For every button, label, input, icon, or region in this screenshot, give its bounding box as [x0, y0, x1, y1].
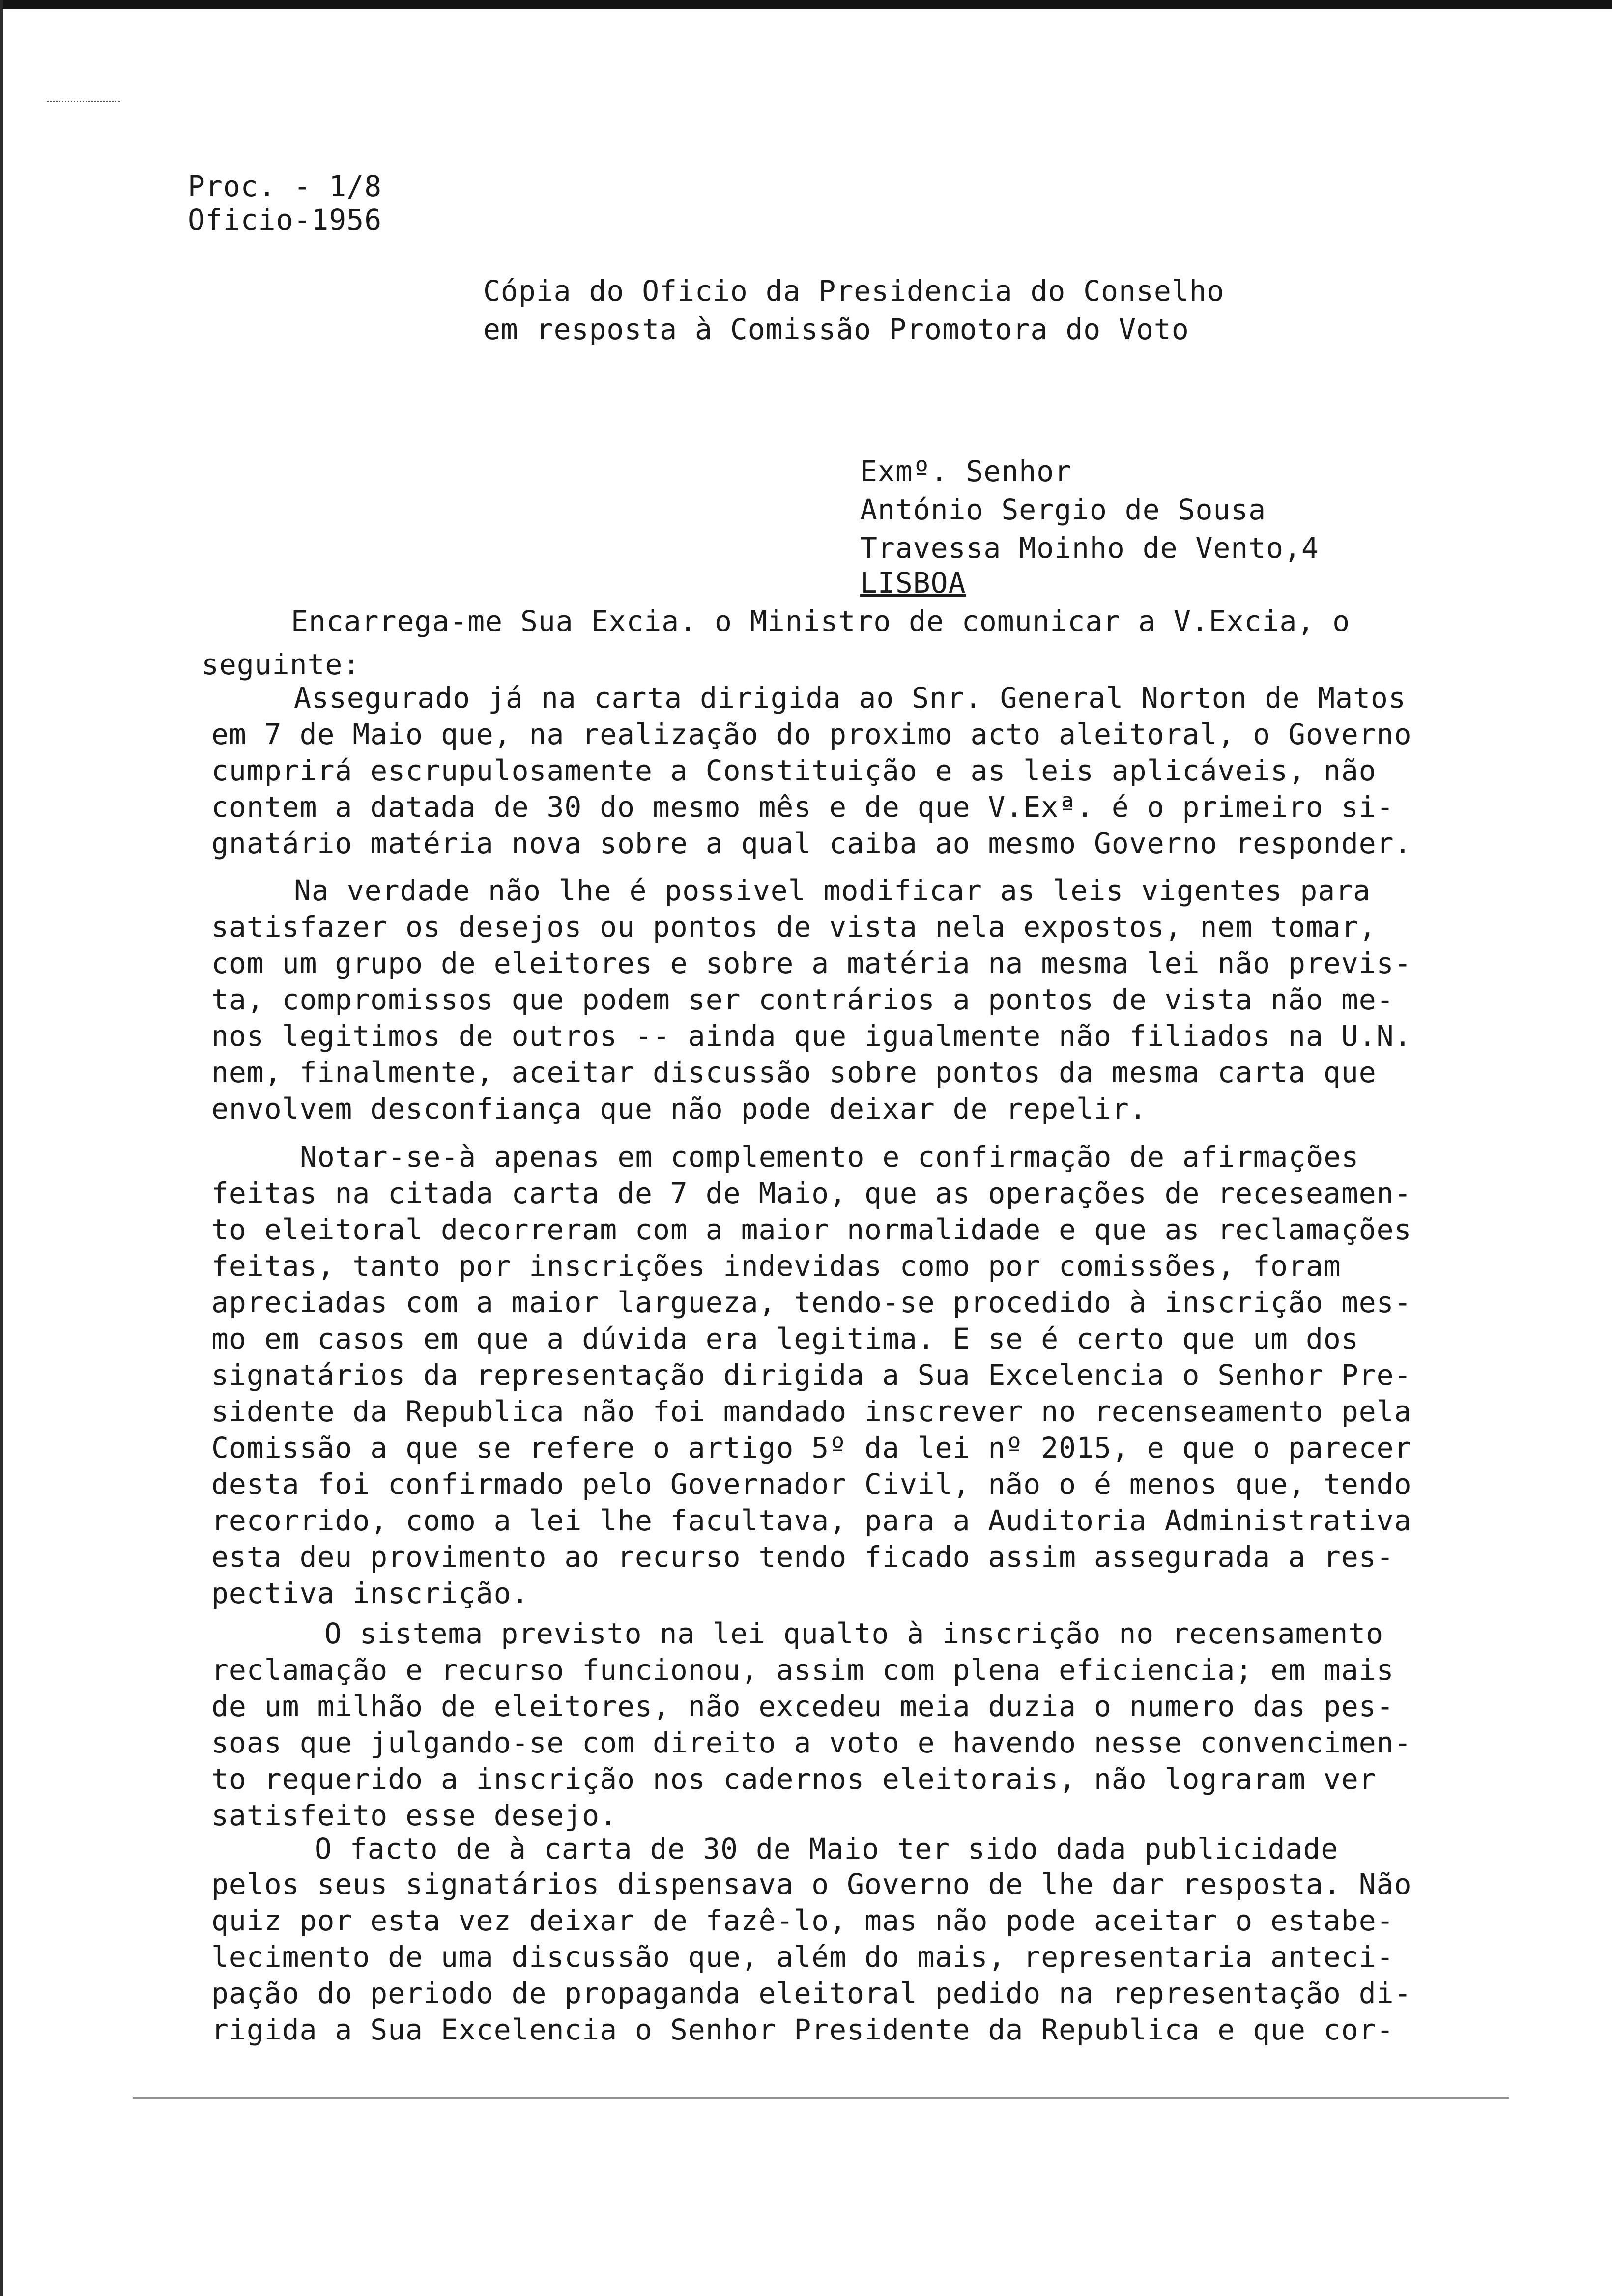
body-line: lecimento de uma discussão que, além do mais, representaria anteci-	[211, 1940, 1394, 1974]
body-line: com um grupo de eleitores e sobre a matéria na mesma lei não previs-	[211, 947, 1412, 980]
body-line: desta foi confirmado pelo Governador Civil, não o é menos que, tendo	[211, 1467, 1412, 1501]
addressee-line-1: Exmº. Senhor	[860, 455, 1072, 488]
body-line: to requerido a inscrição nos cadernos eleitorais, não lograram ver	[211, 1762, 1377, 1796]
body-line: signatários da representação dirigida a Sua Excelencia o Senhor Pre-	[211, 1358, 1412, 1392]
body-line: O facto de à carta de 30 de Maio ter sido dada publicidade	[315, 1832, 1339, 1866]
body-line: satisfeito esse desejo.	[211, 1799, 618, 1832]
subject-line-1: Cópia do Oficio da Presidencia do Conselho	[483, 274, 1225, 308]
scan-top-edge	[0, 0, 1612, 9]
subject-line-2: em resposta à Comissão Promotora do Voto	[483, 313, 1189, 346]
body-line: nos legitimos de outros -- ainda que igualmente não filiados na U.N.	[211, 1019, 1412, 1053]
body-line: cumprirá escrupulosamente a Constituição e as leis aplicáveis, não	[211, 754, 1377, 787]
scan-mark	[47, 101, 120, 107]
body-line: sidente da Republica não foi mandado inscrever no recenseamento pela	[211, 1395, 1412, 1428]
body-line: ta, compromissos que podem ser contrários a pontos de vista não me-	[211, 983, 1394, 1016]
body-line: pação do periodo de propaganda eleitoral pedido na representação di-	[211, 1977, 1412, 2010]
addressee-line-3: Travessa Moinho de Vento,4	[860, 531, 1319, 565]
body-line: pectiva inscrição.	[211, 1577, 529, 1610]
body-line: reclamação e recurso funcionou, assim com plena eficiencia; em mais	[211, 1653, 1394, 1687]
body-line: Comissão a que se refere o artigo 5º da lei nº 2015, e que o parecer	[211, 1431, 1412, 1464]
body-line: rigida a Sua Excelencia o Senhor Presidente da Republica e que cor-	[211, 2013, 1394, 2046]
scan-fold-line	[133, 2097, 1509, 2099]
body-line: seguinte:	[202, 648, 361, 681]
body-line: to eleitoral decorreram com a maior normalidade e que as reclamações	[211, 1213, 1412, 1246]
proc-reference: Proc. - 1/8	[188, 170, 382, 203]
body-line: nem, finalmente, aceitar discussão sobre pontos da mesma carta que	[211, 1056, 1377, 1089]
body-line: recorrido, como a lei lhe facultava, para a Auditoria Administrativa	[211, 1504, 1412, 1537]
oficio-reference: Oficio-1956	[188, 203, 382, 236]
body-line: Na verdade não lhe é possivel modificar as leis vigentes para	[294, 874, 1371, 907]
body-line: contem a datada de 30 do mesmo mês e de que V.Exª. é o primeiro si-	[211, 790, 1394, 824]
addressee-line-2: António Sergio de Sousa	[860, 493, 1267, 526]
body-line: satisfazer os desejos ou pontos de vista nela expostos, nem tomar,	[211, 910, 1377, 944]
addressee-city: LISBOA	[860, 566, 966, 600]
body-line: apreciadas com a maior largueza, tendo-se procedido à inscrição mes-	[211, 1286, 1412, 1319]
body-line: em 7 de Maio que, na realização do proximo acto aleitoral, o Governo	[211, 718, 1412, 751]
body-line: soas que julgando-se com direito a voto e havendo nesse convencimen-	[211, 1726, 1412, 1759]
body-line: feitas, tanto por inscrições indevidas como por comissões, foram	[211, 1249, 1341, 1283]
body-line: gnatário matéria nova sobre a qual caiba ao mesmo Governo responder.	[211, 827, 1412, 860]
body-line: feitas na citada carta de 7 de Maio, que as operações de receseamen-	[211, 1177, 1412, 1210]
body-line: O sistema previsto na lei qualto à inscrição no recensamento	[324, 1617, 1384, 1650]
body-line: mo em casos em que a dúvida era legitima. E se é certo que um dos	[211, 1322, 1359, 1355]
body-line: quiz por esta vez deixar de fazê-lo, mas não pode aceitar o estabe-	[211, 1904, 1394, 1937]
body-line: de um milhão de eleitores, não excedeu meia duzia o numero das pes-	[211, 1690, 1394, 1723]
body-line: Notar-se-à apenas em complemento e confirmação de afirmações	[300, 1140, 1359, 1174]
body-line: envolvem desconfiança que não pode deixar de repelir.	[211, 1092, 1147, 1125]
body-line: pelos seus signatários dispensava o Governo de lhe dar resposta. Não	[211, 1867, 1412, 1901]
body-line: Encarrega-me Sua Excia. o Ministro de comunicar a V.Excia, o	[291, 604, 1351, 638]
scan-left-edge	[0, 0, 3, 2296]
body-line: esta deu provimento ao recurso tendo ficado assim assegurada a res-	[211, 1540, 1394, 1574]
body-line: Assegurado já na carta dirigida ao Snr. General Norton de Matos	[294, 681, 1406, 715]
